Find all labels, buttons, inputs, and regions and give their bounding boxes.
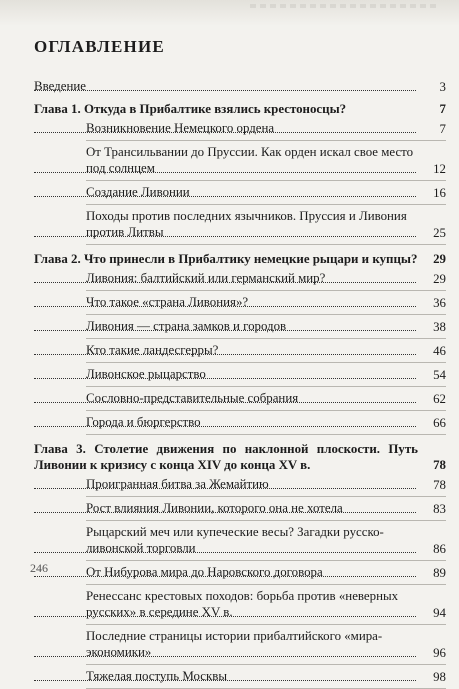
toc-entry bbox=[34, 476, 446, 493]
toc-chapter bbox=[34, 441, 446, 473]
toc-entry bbox=[34, 270, 446, 287]
toc-entry-title: Глава 2. Что принесли в Прибалтику немецкие рыцари и купцы? bbox=[34, 252, 418, 266]
page-number: 246 bbox=[30, 561, 48, 575]
dot-leader bbox=[34, 354, 416, 355]
dot-leader bbox=[34, 306, 416, 307]
dot-leader bbox=[34, 378, 416, 379]
toc-entry-page: 29 bbox=[433, 272, 446, 286]
toc-entry-page: 96 bbox=[433, 646, 446, 660]
entry-divider bbox=[86, 496, 446, 497]
dot-leader bbox=[34, 132, 416, 133]
toc-entry-title: Кто такие ландесгерры? bbox=[86, 343, 219, 357]
toc-entry-page: 7 bbox=[439, 122, 446, 136]
dot-leader bbox=[34, 330, 416, 331]
dot-leader bbox=[34, 282, 416, 283]
toc-entry-page: 94 bbox=[433, 606, 446, 620]
toc-entry-title: Ливонское рыцарство bbox=[86, 367, 206, 381]
toc-entry-title: От Нибурова мира до Наровского договора bbox=[86, 565, 323, 579]
dot-leader bbox=[34, 426, 416, 427]
toc-entry bbox=[34, 628, 446, 661]
entry-divider bbox=[86, 180, 446, 181]
toc-list bbox=[34, 78, 446, 689]
entry-divider bbox=[86, 664, 446, 665]
toc-entry-page: 25 bbox=[433, 226, 446, 240]
toc-entry-page: 38 bbox=[433, 320, 446, 334]
dot-leader bbox=[34, 656, 416, 657]
entry-divider bbox=[86, 204, 446, 205]
toc-chapter bbox=[34, 101, 446, 117]
toc-entry-title: Рост влияния Ливонии, которого она не хотела bbox=[86, 501, 343, 515]
toc-entry bbox=[34, 208, 446, 241]
toc-entry bbox=[34, 144, 446, 177]
toc-entry-page: 89 bbox=[433, 566, 446, 580]
toc-entry-page: 98 bbox=[433, 670, 446, 684]
toc-entry bbox=[34, 366, 446, 383]
toc-entry-page: 86 bbox=[433, 542, 446, 556]
entry-divider bbox=[86, 290, 446, 291]
toc-entry bbox=[34, 318, 446, 335]
toc-entry-page: 3 bbox=[439, 80, 446, 94]
toc-entry bbox=[34, 120, 446, 137]
toc-entry-title: Глава 3. Столетие движения по наклонной плоскости. Путь Ливонии к кризису с конца XIV до конца XV в. bbox=[34, 442, 418, 472]
toc-entry-title: Глава 1. Откуда в Прибалтике взялись крестоносцы? bbox=[34, 102, 347, 116]
toc-entry-title: Последние страницы истории прибалтийского «мира-экономики» bbox=[86, 629, 383, 659]
toc-entry bbox=[34, 524, 446, 557]
dot-leader bbox=[34, 552, 416, 553]
entry-divider bbox=[86, 314, 446, 315]
toc-entry-page: 83 bbox=[433, 502, 446, 516]
toc-entry-page: 66 bbox=[433, 416, 446, 430]
toc-entry-page: 46 bbox=[433, 344, 446, 358]
entry-divider bbox=[86, 410, 446, 411]
toc-entry-title: Ренессанс крестовых походов: борьба против «неверных русских» в середине XV в. bbox=[86, 589, 399, 619]
entry-divider bbox=[86, 560, 446, 561]
entry-divider bbox=[86, 244, 446, 245]
entry-divider bbox=[86, 386, 446, 387]
toc-entry-title: Введение bbox=[34, 79, 86, 93]
dot-leader bbox=[34, 402, 416, 403]
page-title: ОГЛАВЛЕНИЕ bbox=[34, 37, 165, 56]
toc-entry-page: 29 bbox=[433, 252, 446, 266]
toc-entry-title: Тяжелая поступь Москвы bbox=[86, 669, 228, 683]
toc-entry bbox=[34, 184, 446, 201]
dot-leader bbox=[34, 680, 416, 681]
toc-entry bbox=[34, 500, 446, 517]
toc-entry bbox=[34, 668, 446, 685]
toc-entry-page: 12 bbox=[433, 162, 446, 176]
toc-entry-title: Сословно-представительные собрания bbox=[86, 391, 299, 405]
dot-leader bbox=[34, 172, 416, 173]
toc-entry-title: Создание Ливонии bbox=[86, 185, 190, 199]
toc-entry-title: Проигранная битва за Жемайтию bbox=[86, 477, 269, 491]
entry-divider bbox=[86, 584, 446, 585]
toc-entry-title: Что такое «страна Ливония»? bbox=[86, 295, 249, 309]
entry-divider bbox=[86, 338, 446, 339]
toc-entry bbox=[34, 342, 446, 359]
toc-entry-title: Ливония — страна замков и городов bbox=[86, 319, 287, 333]
toc-entry bbox=[34, 294, 446, 311]
entry-divider bbox=[86, 624, 446, 625]
toc-entry-title: Рыцарский меч или купеческие весы? Загадки русско-ливонской торговли bbox=[86, 525, 384, 555]
dot-leader bbox=[34, 576, 416, 577]
show-through-text bbox=[0, 0, 459, 26]
toc-entry bbox=[34, 414, 446, 431]
toc-entry bbox=[34, 564, 446, 581]
toc-entry-title: От Трансильвании до Пруссии. Как орден искал свое место под солнцем bbox=[86, 145, 414, 175]
toc-entry-title: Возникновение Немецкого ордена bbox=[86, 121, 275, 135]
entry-divider bbox=[86, 520, 446, 521]
toc-entry-page: 78 bbox=[433, 478, 446, 492]
dot-leader bbox=[34, 488, 416, 489]
toc-entry bbox=[34, 588, 446, 621]
dot-leader bbox=[34, 616, 416, 617]
toc-entry-title: Ливония: балтийский или германский мир? bbox=[86, 271, 326, 285]
toc-entry-title: Города и бюргерство bbox=[86, 415, 201, 429]
dot-leader bbox=[34, 236, 416, 237]
entry-divider bbox=[86, 362, 446, 363]
toc-entry-page: 7 bbox=[439, 102, 446, 116]
toc-entry bbox=[34, 390, 446, 407]
toc-entry-page: 78 bbox=[433, 458, 446, 472]
toc-intro bbox=[34, 78, 446, 95]
toc-chapter bbox=[34, 251, 446, 267]
toc-entry-page: 36 bbox=[433, 296, 446, 310]
entry-divider bbox=[86, 434, 446, 435]
toc-entry-title: Походы против последних язычников. Пруссия и Ливония против Литвы bbox=[86, 209, 407, 239]
toc-entry-page: 16 bbox=[433, 186, 446, 200]
dot-leader bbox=[34, 196, 416, 197]
toc-entry-page: 62 bbox=[433, 392, 446, 406]
entry-divider bbox=[86, 140, 446, 141]
toc-entry-page: 54 bbox=[433, 368, 446, 382]
dot-leader bbox=[34, 512, 416, 513]
dot-leader bbox=[34, 90, 416, 91]
